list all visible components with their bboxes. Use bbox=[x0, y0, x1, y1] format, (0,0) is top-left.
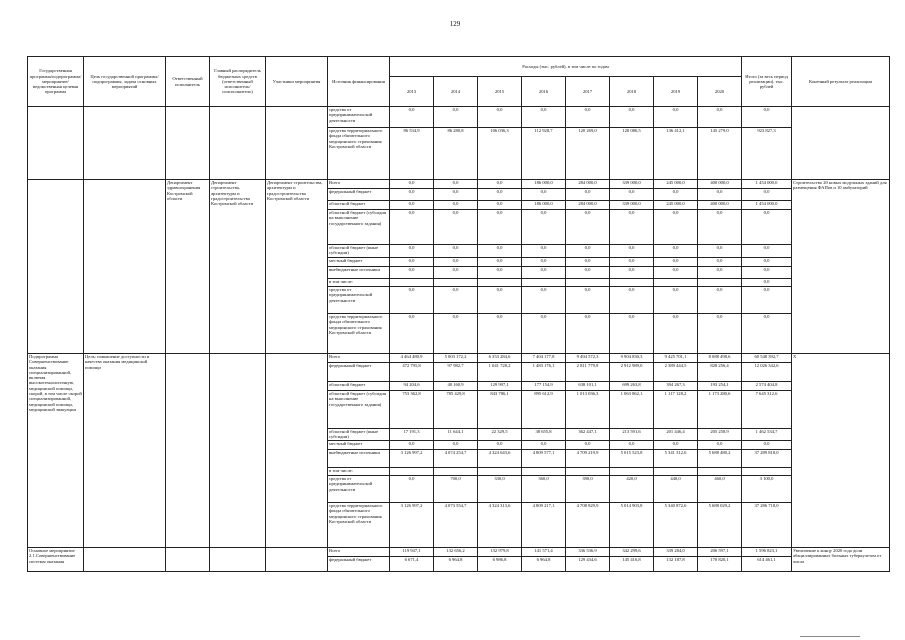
header-year: 2020 bbox=[698, 77, 742, 107]
funding-value: 0,0 bbox=[698, 287, 742, 314]
funding-value: 0,0 bbox=[742, 210, 792, 245]
funding-value: 4 074 254,7 bbox=[434, 450, 478, 468]
funding-value: 12 026 342,6 bbox=[742, 363, 792, 382]
header-year: 2018 bbox=[610, 77, 654, 107]
funding-value bbox=[610, 468, 654, 476]
funding-value: 0,0 bbox=[742, 245, 792, 258]
funding-value: 0,0 bbox=[654, 258, 698, 267]
funding-value bbox=[522, 468, 566, 476]
funding-value: 9 425 701,1 bbox=[654, 354, 698, 363]
funding-value: 132 187,8 bbox=[654, 557, 698, 572]
funding-value bbox=[698, 279, 742, 287]
funding-value: 342 299,6 bbox=[610, 548, 654, 557]
funding-value bbox=[566, 279, 610, 287]
funding-value: 94 204,6 bbox=[390, 382, 434, 391]
funding-value: 895 612,9 bbox=[522, 391, 566, 429]
funding-value: 0,0 bbox=[610, 107, 654, 128]
funding-value: 213 591,6 bbox=[610, 429, 654, 441]
header-year: 2014 bbox=[434, 77, 478, 107]
funding-value: 4 709 219,9 bbox=[566, 450, 610, 468]
funding-value: 9 904 830,3 bbox=[610, 354, 654, 363]
funding-value: 0,0 bbox=[610, 245, 654, 258]
funding-value: 0,0 bbox=[610, 210, 654, 245]
funding-value: 390,0 bbox=[566, 476, 610, 503]
funding-value: 170 820,1 bbox=[698, 557, 742, 572]
funding-value: 0,0 bbox=[478, 258, 522, 267]
funding-value: 0,0 bbox=[478, 201, 522, 210]
funding-value: 0,0 bbox=[478, 180, 522, 189]
funding-value: 205 258,9 bbox=[698, 429, 742, 441]
funding-value: 0,0 bbox=[434, 201, 478, 210]
funding-value: 0,0 bbox=[566, 189, 610, 201]
funding-value: 6 671,4 bbox=[390, 557, 434, 572]
funding-value: 0,0 bbox=[698, 245, 742, 258]
funding-value: 186 000,0 bbox=[522, 201, 566, 210]
funding-source: федеральный бюджет bbox=[328, 363, 390, 382]
funding-value: 3 126 997,2 bbox=[390, 503, 434, 548]
funding-value: 4 324 643,6 bbox=[478, 450, 522, 468]
funding-source: местный бюджет bbox=[328, 258, 390, 267]
funding-value: 0,0 bbox=[434, 210, 478, 245]
funding-source: средства от предпринимательской деятельности bbox=[328, 107, 390, 128]
funding-value: 394 267,3 bbox=[654, 382, 698, 391]
final-result: Строительство 20 новых модульных зданий для размещения ФАПов и 10 амбулаторий bbox=[792, 180, 890, 354]
funding-value: 0,0 bbox=[522, 314, 566, 354]
funding-value: 0,0 bbox=[522, 441, 566, 450]
funding-value: 4 708 829,9 bbox=[566, 503, 610, 548]
funding-value: 0,0 bbox=[522, 258, 566, 267]
funding-value: 0,0 bbox=[610, 267, 654, 279]
funding-source: средства территориального фонда обязательного медицинского страхования Костромской области bbox=[328, 503, 390, 548]
funding-value: 5 688 029,2 bbox=[698, 503, 742, 548]
funding-value: 0,0 bbox=[742, 287, 792, 314]
funding-value: 1 041 728,2 bbox=[478, 363, 522, 382]
header-manager: Главный распорядитель бюджетных средств (ответственный исполнитель/ соисполнитель) bbox=[210, 57, 266, 107]
funding-value: 6 964,8 bbox=[522, 557, 566, 572]
funding-value: 0,0 bbox=[654, 245, 698, 258]
funding-value: 0,0 bbox=[654, 314, 698, 354]
funding-source: в том числе: bbox=[328, 468, 390, 476]
funding-source: средства территориального фонда обязательного медицинского страхования Костромской области bbox=[328, 128, 390, 180]
funding-value: 38 655,8 bbox=[522, 429, 566, 441]
funding-value bbox=[610, 279, 654, 287]
funding-value: 1 173 280,6 bbox=[698, 391, 742, 429]
funding-value: 420,0 bbox=[610, 476, 654, 503]
funding-value: 245 000,0 bbox=[654, 180, 698, 189]
funding-source: Всего bbox=[328, 354, 390, 363]
table-row bbox=[28, 107, 890, 128]
funding-value: 0,0 bbox=[522, 245, 566, 258]
funding-value: 128 086,5 bbox=[610, 128, 654, 180]
header-result: Конечный результат реализации bbox=[792, 57, 890, 107]
funding-value: 828 256,4 bbox=[698, 363, 742, 382]
funding-value: 1 596 823,1 bbox=[742, 548, 792, 557]
header-year: 2019 bbox=[654, 77, 698, 107]
funding-value: 339 000,0 bbox=[610, 180, 654, 189]
funding-value: 5 014 903,8 bbox=[610, 503, 654, 548]
funding-value: 0,0 bbox=[478, 441, 522, 450]
manager-cell bbox=[210, 548, 266, 572]
funding-value: 106 036,3 bbox=[478, 128, 522, 180]
funding-value: 0,0 bbox=[522, 107, 566, 128]
funding-value: 8 088 498,6 bbox=[698, 354, 742, 363]
funding-value: 120 269,0 bbox=[566, 128, 610, 180]
funding-value: 3 126 997,2 bbox=[390, 450, 434, 468]
funding-value: 0,0 bbox=[566, 267, 610, 279]
header-program: Государственная программа/подпрограмма/ мероприятие/ ведомственная целевая программа bbox=[28, 57, 84, 107]
funding-value: 400 000,0 bbox=[698, 180, 742, 189]
funding-value: 0,0 bbox=[654, 267, 698, 279]
funding-value: 0,0 bbox=[522, 189, 566, 201]
funding-value: 4 809 217,1 bbox=[522, 503, 566, 548]
funding-value: 843 786,1 bbox=[478, 391, 522, 429]
goal-cell: Цель: повышение доступности и качества оказания медицинской помощи bbox=[84, 354, 166, 548]
funding-value: 1 117 128,2 bbox=[654, 391, 698, 429]
header-goal: Цель государственной программы/подпрограммы, задача основных мероприятий bbox=[84, 57, 166, 107]
funding-value: 6 964,8 bbox=[434, 557, 478, 572]
funding-value: 0,0 bbox=[742, 279, 792, 287]
header-source: Источник финансирования bbox=[328, 57, 390, 107]
funding-value: 362 447,1 bbox=[566, 429, 610, 441]
funding-value: 0,0 bbox=[390, 314, 434, 354]
funding-value: 0,0 bbox=[390, 210, 434, 245]
funding-value: 0,0 bbox=[566, 210, 610, 245]
funding-value: 1 063 862,1 bbox=[610, 391, 654, 429]
goal-cell bbox=[84, 180, 166, 354]
funding-value: 360,0 bbox=[522, 476, 566, 503]
funding-value: 4 073 554,7 bbox=[434, 503, 478, 548]
funding-value: 7 404 177,8 bbox=[522, 354, 566, 363]
funding-value: 0,0 bbox=[698, 210, 742, 245]
funding-source: местный бюджет bbox=[328, 441, 390, 450]
funding-value: 0,0 bbox=[390, 441, 434, 450]
funding-value: 0,0 bbox=[610, 441, 654, 450]
participants-cell bbox=[266, 548, 328, 572]
funding-value: 22 329,5 bbox=[478, 429, 522, 441]
funding-source: областной бюджет bbox=[328, 201, 390, 210]
funding-value: 11 644,1 bbox=[434, 429, 478, 441]
funding-value: 0,0 bbox=[434, 258, 478, 267]
funding-value: 0,0 bbox=[742, 441, 792, 450]
funding-value: 0,0 bbox=[390, 258, 434, 267]
manager-cell bbox=[210, 107, 266, 180]
goal-cell bbox=[84, 548, 166, 572]
funding-value: 2 912 989,0 bbox=[610, 363, 654, 382]
funding-value: 0,0 bbox=[522, 210, 566, 245]
funding-value: 5 688 480,2 bbox=[698, 450, 742, 468]
funding-value bbox=[478, 468, 522, 476]
funding-source: областной бюджет (субсидия на выполнение государственного задания) bbox=[328, 391, 390, 429]
funding-value: 145 416,8 bbox=[610, 557, 654, 572]
header-year: 2013 bbox=[390, 77, 434, 107]
funding-value: 5 340 872,6 bbox=[654, 503, 698, 548]
funding-value: 0,0 bbox=[434, 287, 478, 314]
funding-value: 0,0 bbox=[566, 441, 610, 450]
funding-value: 0,0 bbox=[390, 245, 434, 258]
funding-source: областной бюджет (субсидия на выполнение государственного задания) bbox=[328, 210, 390, 245]
funding-value: 0,0 bbox=[434, 180, 478, 189]
funding-value: 4 324 313,6 bbox=[478, 503, 522, 548]
funding-value bbox=[478, 279, 522, 287]
scan-line bbox=[800, 636, 860, 637]
funding-value: 17 191,3 bbox=[390, 429, 434, 441]
funding-value: 0,0 bbox=[654, 189, 698, 201]
funding-value: 112 928,7 bbox=[522, 128, 566, 180]
funding-value: 86 534,9 bbox=[390, 128, 434, 180]
final-result: Х bbox=[792, 354, 890, 548]
funding-value: 0,0 bbox=[478, 245, 522, 258]
funding-value: 0,0 bbox=[434, 314, 478, 354]
funding-value: 0,0 bbox=[698, 441, 742, 450]
responsible-cell: Департамент здравоохранения Костромской области bbox=[166, 180, 210, 354]
funding-value: 0,0 bbox=[434, 189, 478, 201]
header-total: Итого (за весь период реализации), тыс. рублей bbox=[742, 57, 792, 107]
funding-source: средства от предпринимательской деятельности bbox=[328, 476, 390, 503]
final-result bbox=[792, 107, 890, 180]
table-row bbox=[28, 354, 890, 363]
funding-value: 1 454 000,0 bbox=[742, 201, 792, 210]
funding-value: 0,0 bbox=[654, 287, 698, 314]
funding-value: 0,0 bbox=[478, 314, 522, 354]
funding-value: 0,0 bbox=[478, 287, 522, 314]
funding-value: 0,0 bbox=[742, 107, 792, 128]
funding-value: 97 982,7 bbox=[434, 363, 478, 382]
funding-value: 5 015 523,8 bbox=[610, 450, 654, 468]
funding-value: 132 656,2 bbox=[434, 548, 478, 557]
funding-value: 0,0 bbox=[478, 189, 522, 201]
program-cell: Основное мероприятие 2.1.Совершенствование системы оказания bbox=[28, 548, 84, 572]
funding-source: федеральный бюджет bbox=[328, 189, 390, 201]
funding-value: 336 536,9 bbox=[566, 548, 610, 557]
funding-value: 0,0 bbox=[390, 476, 434, 503]
funding-value: 0,0 bbox=[654, 441, 698, 450]
program-cell: Подпрограмма Совершенствование оказания специализированной, включая высокотехнологичную, медицинской помощи, скорой, в том числе скорой специализированной, медицинской помощи, медицинской эвакуации bbox=[28, 354, 84, 548]
funding-value: 785 429,8 bbox=[434, 391, 478, 429]
funding-value: 0,0 bbox=[566, 107, 610, 128]
funding-value: 0,0 bbox=[698, 314, 742, 354]
manager-cell bbox=[210, 354, 266, 548]
page-number: 129 bbox=[449, 20, 461, 28]
funding-value: 37 289 818,0 bbox=[742, 450, 792, 468]
funding-value: 284 000,0 bbox=[566, 180, 610, 189]
funding-value: 4 809 577,1 bbox=[522, 450, 566, 468]
table-row bbox=[28, 548, 890, 557]
funding-value: 0,0 bbox=[478, 107, 522, 128]
funding-value bbox=[698, 468, 742, 476]
funding-value bbox=[390, 279, 434, 287]
funding-value: 700,0 bbox=[434, 476, 478, 503]
funding-value: 0,0 bbox=[654, 107, 698, 128]
funding-value: 339 284,0 bbox=[654, 548, 698, 557]
header-year: 2017 bbox=[566, 77, 610, 107]
goal-cell bbox=[84, 107, 166, 180]
funding-value bbox=[566, 468, 610, 476]
funding-value: 0,0 bbox=[654, 210, 698, 245]
funding-value: 0,0 bbox=[434, 245, 478, 258]
funding-value: 37 286 718,0 bbox=[742, 503, 792, 548]
funding-value: 0,0 bbox=[522, 267, 566, 279]
header-year: 2016 bbox=[522, 77, 566, 107]
funding-source: Всего bbox=[328, 180, 390, 189]
funding-value bbox=[742, 468, 792, 476]
funding-value: 2 574 404,8 bbox=[742, 382, 792, 391]
funding-value: 119 947,1 bbox=[390, 548, 434, 557]
funding-value: 6 353 284,6 bbox=[478, 354, 522, 363]
funding-value: 614 461,1 bbox=[742, 557, 792, 572]
header-participants: Участники мероприятия bbox=[266, 57, 328, 107]
funding-value: 0,0 bbox=[698, 107, 742, 128]
funding-value: 129 997,1 bbox=[478, 382, 522, 391]
funding-value bbox=[654, 279, 698, 287]
funding-value: 6 986,8 bbox=[478, 557, 522, 572]
table-row bbox=[28, 180, 890, 189]
funding-value: 440,0 bbox=[654, 476, 698, 503]
funding-value: 330,0 bbox=[478, 476, 522, 503]
funding-value: 186 000,0 bbox=[522, 180, 566, 189]
funding-value: 129 434,6 bbox=[566, 557, 610, 572]
funding-value: 5 341 312,6 bbox=[654, 450, 698, 468]
program-cell bbox=[28, 107, 84, 180]
funding-value bbox=[434, 468, 478, 476]
funding-value: 0,0 bbox=[742, 258, 792, 267]
funding-value: 699 263,8 bbox=[610, 382, 654, 391]
funding-value: 753 362,8 bbox=[390, 391, 434, 429]
funding-value: 141 571,4 bbox=[522, 548, 566, 557]
header-year: 2015 bbox=[478, 77, 522, 107]
table-body bbox=[28, 107, 890, 572]
funding-value: 0,0 bbox=[566, 287, 610, 314]
funding-value: 245 000,0 bbox=[654, 201, 698, 210]
funding-value: 0,0 bbox=[390, 107, 434, 128]
funding-value: 460,0 bbox=[698, 476, 742, 503]
funding-source: внебюджетные источники bbox=[328, 450, 390, 468]
funding-value: 472 795,8 bbox=[390, 363, 434, 382]
funding-value: 86 280,8 bbox=[434, 128, 478, 180]
funding-source: Всего bbox=[328, 548, 390, 557]
funding-source: областной бюджет (иные субсидии) bbox=[328, 245, 390, 258]
funding-value: 0,0 bbox=[434, 107, 478, 128]
responsible-cell bbox=[166, 107, 210, 180]
funding-value: 0,0 bbox=[566, 258, 610, 267]
funding-value: 0,0 bbox=[434, 441, 478, 450]
funding-value: 1 013 036,3 bbox=[566, 391, 610, 429]
funding-value: 0,0 bbox=[742, 267, 792, 279]
funding-value: 136 412,1 bbox=[654, 128, 698, 180]
funding-value bbox=[434, 279, 478, 287]
funding-value: 4 464 480,9 bbox=[390, 354, 434, 363]
header-responsible: Ответственный исполнитель bbox=[166, 57, 210, 107]
funding-value: 0,0 bbox=[390, 189, 434, 201]
funding-value: 0,0 bbox=[610, 258, 654, 267]
header-expenses: Расходы (тыс. рублей), в том числе по годам bbox=[390, 57, 742, 77]
funding-source: областной бюджет (иные субсидии) bbox=[328, 429, 390, 441]
funding-value: 3 100,0 bbox=[742, 476, 792, 503]
funding-value: 60 548 392,7 bbox=[742, 354, 792, 363]
funding-value: 0,0 bbox=[610, 314, 654, 354]
funding-value: 1 454 000,0 bbox=[742, 180, 792, 189]
funding-source: федеральный бюджет bbox=[328, 557, 390, 572]
funding-value: 0,0 bbox=[698, 258, 742, 267]
funding-value: 0,0 bbox=[698, 267, 742, 279]
funding-value: 400 000,0 bbox=[698, 201, 742, 210]
funding-value: 0,0 bbox=[742, 314, 792, 354]
funding-value: 0,0 bbox=[522, 287, 566, 314]
funding-value: 0,0 bbox=[566, 245, 610, 258]
funding-value: 0,0 bbox=[390, 201, 434, 210]
funding-source: в том числе: bbox=[328, 279, 390, 287]
funding-value: 9 494 572,3 bbox=[566, 354, 610, 363]
funding-value bbox=[654, 468, 698, 476]
funding-value: 284 000,0 bbox=[566, 201, 610, 210]
responsible-cell bbox=[166, 548, 210, 572]
funding-value: 1 462 534,7 bbox=[742, 429, 792, 441]
funding-value: 0,0 bbox=[742, 189, 792, 201]
funding-value: 0,0 bbox=[698, 189, 742, 201]
final-result: Увеличение к концу 2020 года доли абациллированных больных туберкулезом от числа bbox=[792, 548, 890, 572]
funding-value: 2 811 779,9 bbox=[566, 363, 610, 382]
participants-cell bbox=[266, 354, 328, 548]
participants-cell: Департамент строительства, архитектуры и градостроительства Костромской области bbox=[266, 180, 328, 354]
funding-value: 5 003 172,2 bbox=[434, 354, 478, 363]
funding-value: 0,0 bbox=[478, 267, 522, 279]
funding-value: 339 000,0 bbox=[610, 201, 654, 210]
funding-value: 177 154,9 bbox=[522, 382, 566, 391]
funding-value: 145 279,0 bbox=[698, 128, 742, 180]
funding-value: 201 446,4 bbox=[654, 429, 698, 441]
responsible-cell bbox=[166, 354, 210, 548]
funding-value bbox=[522, 279, 566, 287]
funding-value: 0,0 bbox=[478, 210, 522, 245]
funding-value: 132 979,8 bbox=[478, 548, 522, 557]
funding-source: средства территориального фонда обязательного медицинского страхования Костромской области bbox=[328, 314, 390, 354]
funding-value: 0,0 bbox=[434, 267, 478, 279]
funding-source: средства от предпринимательской деятельности bbox=[328, 287, 390, 314]
funding-value: 0,0 bbox=[390, 287, 434, 314]
funding-value: 0,0 bbox=[390, 180, 434, 189]
funding-source: внебюджетные источники bbox=[328, 267, 390, 279]
funding-value: 923 827,3 bbox=[742, 128, 792, 180]
funding-value: 0,0 bbox=[566, 314, 610, 354]
funding-source: областной бюджет bbox=[328, 382, 390, 391]
funding-value: 40 160,9 bbox=[434, 382, 478, 391]
participants-cell bbox=[266, 107, 328, 180]
funding-value: 206 597,1 bbox=[698, 548, 742, 557]
funding-value: 638 101,1 bbox=[566, 382, 610, 391]
funding-table bbox=[27, 56, 890, 572]
funding-value: 0,0 bbox=[610, 287, 654, 314]
funding-value bbox=[390, 468, 434, 476]
funding-value: 0,0 bbox=[610, 189, 654, 201]
funding-value: 193 254,1 bbox=[698, 382, 742, 391]
funding-value: 0,0 bbox=[390, 267, 434, 279]
funding-value: 1 483 176,1 bbox=[522, 363, 566, 382]
program-cell bbox=[28, 180, 84, 354]
funding-value: 7 645 312,6 bbox=[742, 391, 792, 429]
funding-value: 2 389 444,5 bbox=[654, 363, 698, 382]
manager-cell: Департамент строительства, архитектуры и градостроительства Костромской области bbox=[210, 180, 266, 354]
